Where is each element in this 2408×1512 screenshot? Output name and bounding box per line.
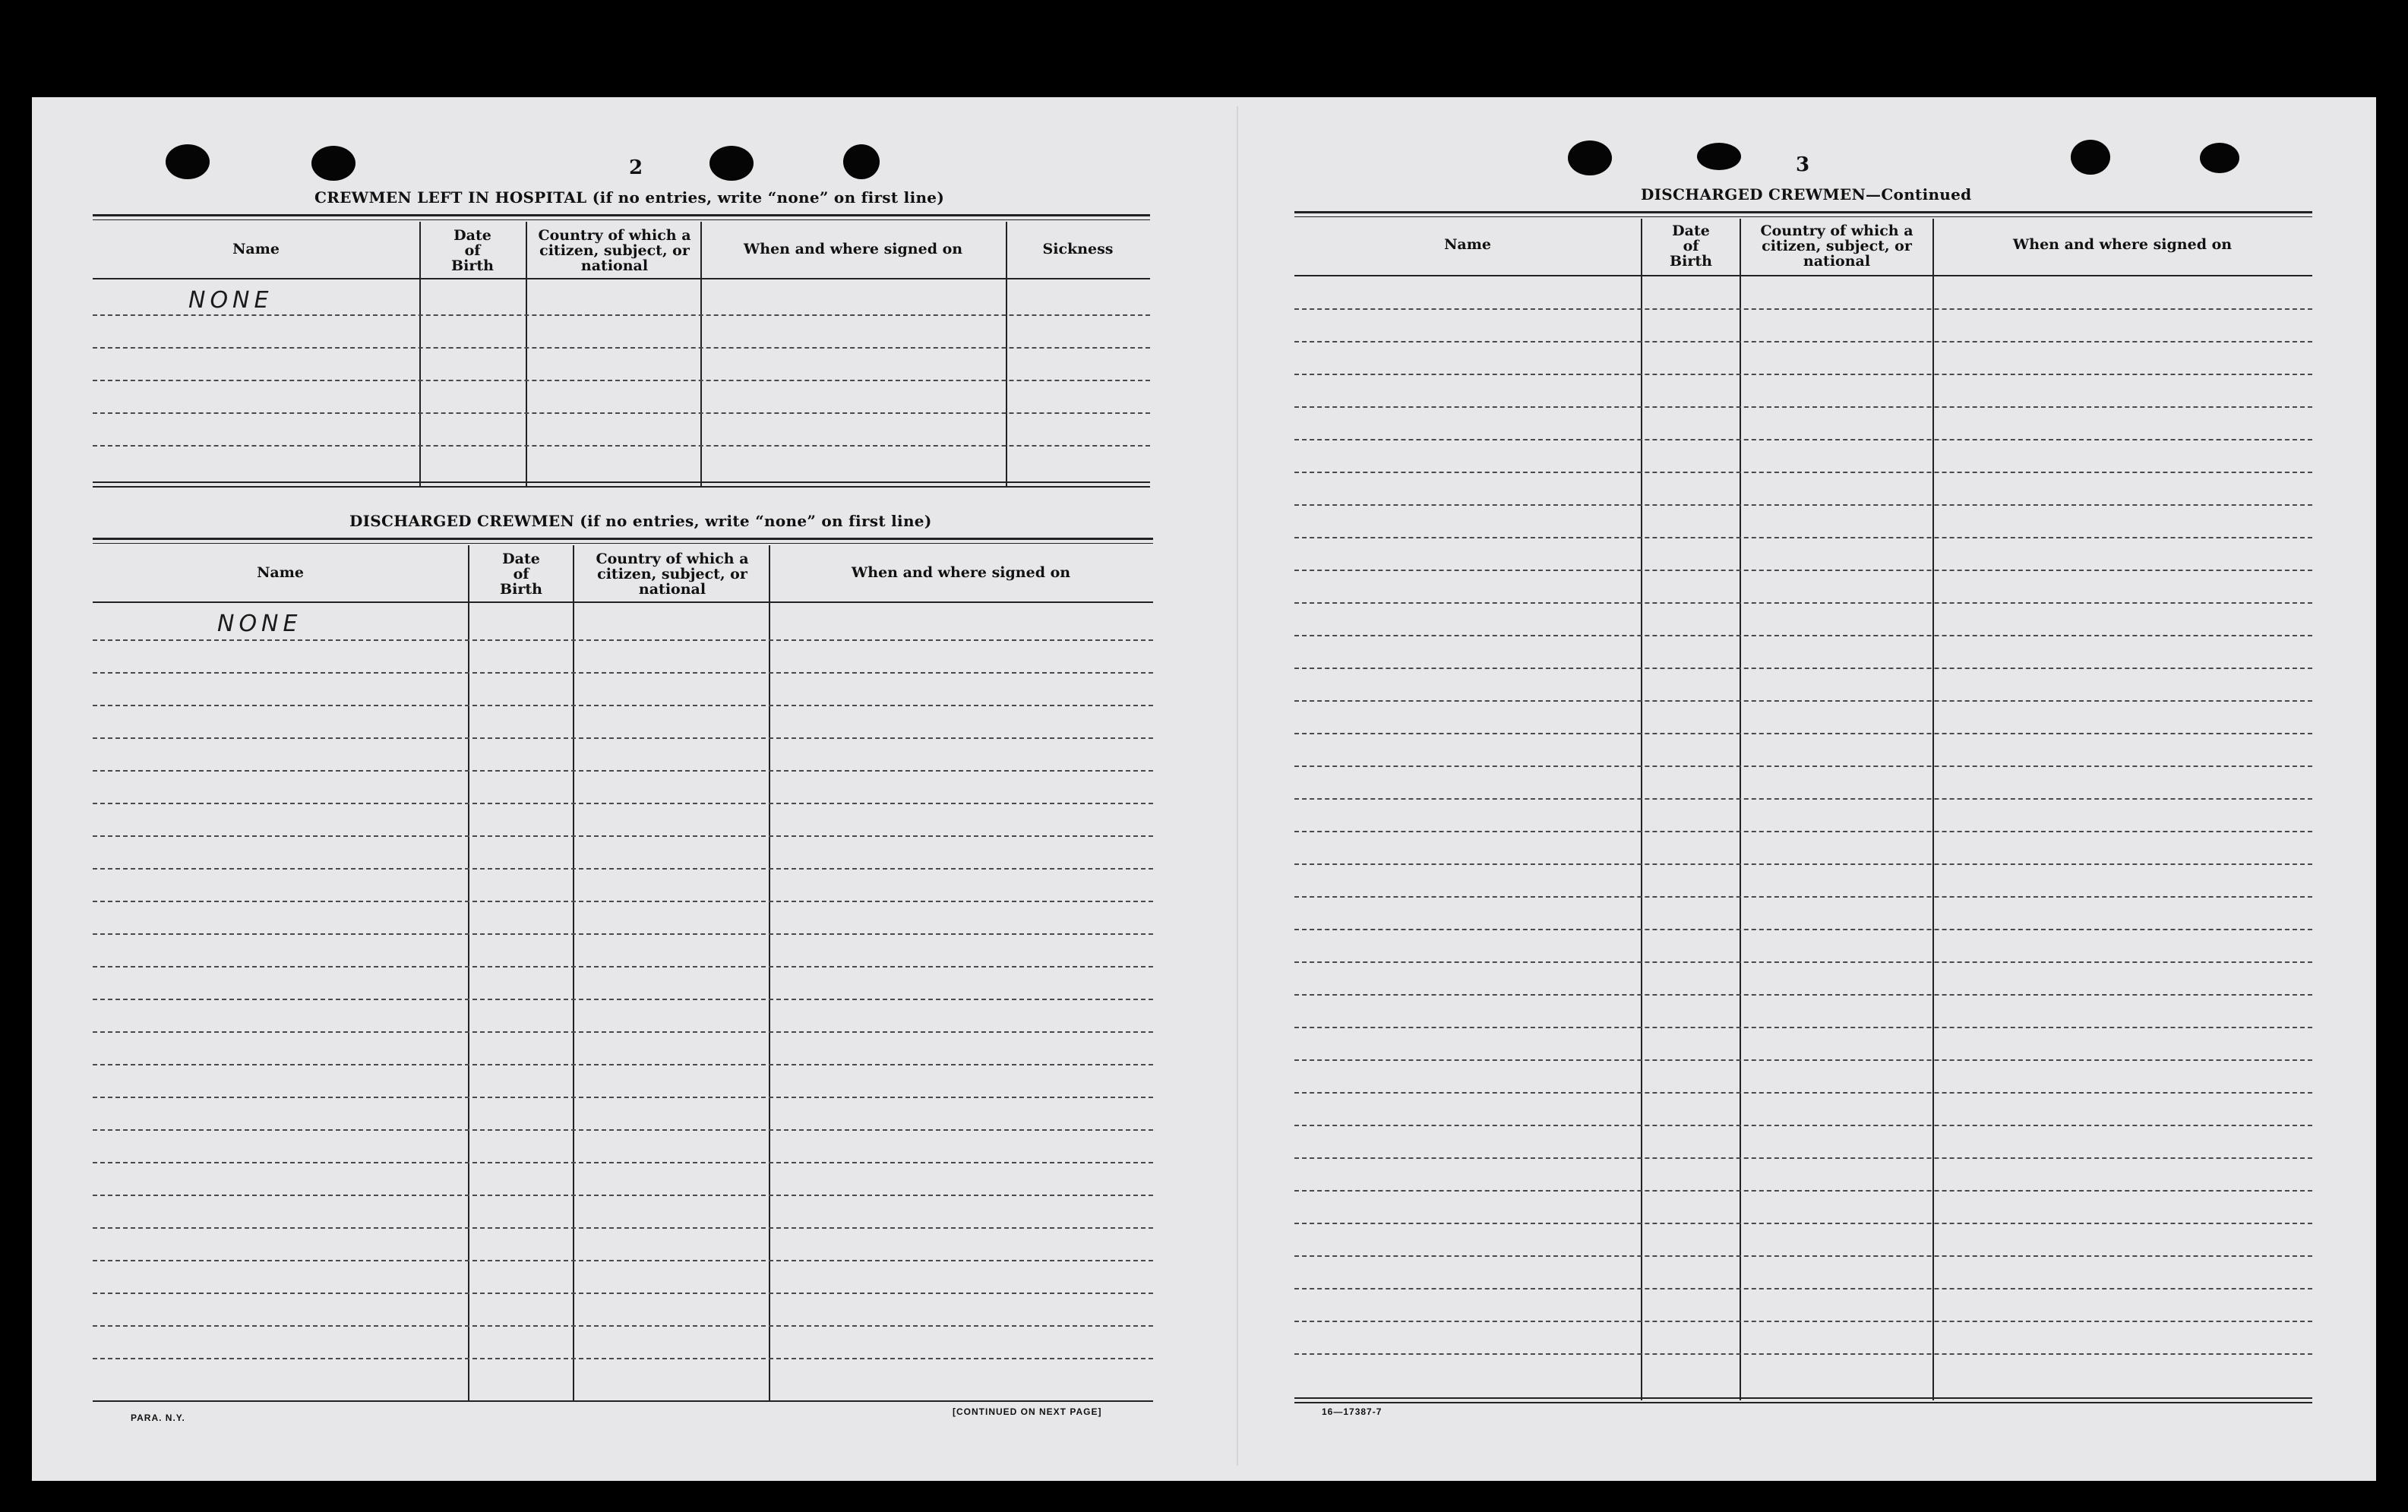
punch-hole bbox=[311, 146, 356, 181]
entry-line bbox=[1294, 896, 2312, 898]
entry-line bbox=[93, 1129, 1153, 1131]
hospital-table bbox=[93, 214, 1150, 486]
footer-printer: PARA. N.Y. bbox=[131, 1413, 185, 1423]
col-header-name: Name bbox=[257, 564, 304, 581]
entry-line bbox=[93, 770, 1153, 772]
entry-line bbox=[93, 835, 1153, 837]
entry-line bbox=[1294, 1288, 2312, 1289]
discharged-table bbox=[93, 538, 1153, 1400]
entry-line bbox=[93, 1325, 1153, 1327]
entry-line bbox=[93, 999, 1153, 1000]
col-header-name: Name bbox=[232, 241, 280, 257]
entry-line bbox=[1294, 439, 2312, 440]
entry-line bbox=[1294, 1353, 2312, 1355]
page-number: 3 bbox=[1796, 153, 1810, 176]
handwritten-none-entry: NONE bbox=[217, 611, 302, 637]
punch-hole bbox=[1697, 143, 1741, 170]
entry-line bbox=[1294, 1157, 2312, 1159]
col-header-signed-on: When and where signed on bbox=[851, 564, 1071, 581]
col-header-sickness: Sickness bbox=[1042, 241, 1114, 257]
entry-line bbox=[1294, 961, 2312, 963]
entry-line bbox=[93, 705, 1153, 706]
entry-line bbox=[1294, 602, 2312, 604]
page-fold bbox=[1237, 106, 1238, 1466]
entry-line bbox=[93, 1031, 1153, 1033]
entry-line bbox=[1294, 472, 2312, 473]
entry-line bbox=[93, 1293, 1153, 1294]
entry-line bbox=[93, 380, 1150, 381]
entry-line bbox=[1294, 635, 2312, 636]
entry-line bbox=[1294, 1321, 2312, 1322]
punch-hole bbox=[1568, 140, 1612, 175]
col-header-date-of-birth: Date of Birth bbox=[1670, 223, 1712, 270]
handwritten-none-entry: NONE bbox=[188, 287, 273, 314]
entry-line bbox=[93, 737, 1153, 739]
entry-line bbox=[93, 1227, 1153, 1229]
punch-hole bbox=[166, 144, 210, 179]
col-header-date-of-birth: Date of Birth bbox=[451, 227, 494, 274]
col-header-date-of-birth: Date of Birth bbox=[500, 551, 542, 598]
page-number: 2 bbox=[629, 156, 643, 179]
col-header-country: Country of which a citizen, subject, or national bbox=[538, 227, 691, 274]
discharged-section-title: DISCHARGED CREWMEN (if no entries, write “none” on first line) bbox=[349, 512, 932, 530]
entry-line bbox=[93, 672, 1153, 674]
hospital-section-title: CREWMEN LEFT IN HOSPITAL (if no entries, write “none” on first line) bbox=[314, 188, 945, 207]
entry-line bbox=[93, 1260, 1153, 1261]
col-header-signed-on: When and where signed on bbox=[2012, 236, 2233, 253]
entry-line bbox=[93, 966, 1153, 967]
entry-line bbox=[1294, 994, 2312, 996]
entry-line bbox=[93, 803, 1153, 804]
entry-line bbox=[1294, 341, 2312, 342]
entry-line bbox=[1294, 733, 2312, 734]
entry-line bbox=[1294, 700, 2312, 702]
entry-line bbox=[1294, 1223, 2312, 1224]
entry-line bbox=[93, 901, 1153, 902]
discharged-continued-table bbox=[1294, 211, 2312, 1402]
entry-line bbox=[1294, 308, 2312, 310]
entry-line bbox=[93, 1195, 1153, 1196]
entry-line bbox=[1294, 537, 2312, 538]
footer-form-number: 16—17387-7 bbox=[1322, 1406, 1383, 1417]
entry-line bbox=[1294, 863, 2312, 865]
entry-line bbox=[93, 1097, 1153, 1098]
entry-line bbox=[1294, 668, 2312, 669]
entry-line bbox=[93, 1064, 1153, 1065]
entry-line bbox=[1294, 504, 2312, 506]
entry-line bbox=[93, 314, 1150, 316]
entry-line bbox=[1294, 1255, 2312, 1257]
col-header-country: Country of which a citizen, subject, or national bbox=[596, 551, 749, 598]
punch-hole bbox=[709, 146, 754, 181]
punch-hole bbox=[843, 144, 880, 179]
discharged-continued-title: DISCHARGED CREWMEN—Continued bbox=[1641, 185, 1972, 204]
col-header-signed-on: When and where signed on bbox=[743, 241, 963, 257]
entry-line bbox=[1294, 1125, 2312, 1126]
punch-hole bbox=[2071, 140, 2110, 175]
entry-line bbox=[1294, 798, 2312, 800]
entry-line bbox=[1294, 1059, 2312, 1061]
entry-line bbox=[93, 933, 1153, 935]
entry-line bbox=[1294, 765, 2312, 767]
punch-hole bbox=[2200, 143, 2239, 173]
col-header-name: Name bbox=[1444, 236, 1491, 253]
entry-line bbox=[93, 868, 1153, 870]
entry-line bbox=[93, 1358, 1153, 1359]
entry-line bbox=[1294, 406, 2312, 408]
entry-line bbox=[93, 445, 1150, 447]
entry-line bbox=[93, 639, 1153, 641]
entry-line bbox=[93, 1162, 1153, 1163]
entry-line bbox=[1294, 929, 2312, 930]
footer-continued: [CONTINUED ON NEXT PAGE] bbox=[953, 1406, 1102, 1417]
entry-line bbox=[1294, 831, 2312, 832]
entry-line bbox=[93, 412, 1150, 414]
entry-line bbox=[93, 347, 1150, 349]
col-header-country: Country of which a citizen, subject, or national bbox=[1760, 223, 1913, 270]
entry-line bbox=[1294, 374, 2312, 375]
entry-line bbox=[1294, 1190, 2312, 1192]
entry-line bbox=[1294, 1092, 2312, 1094]
entry-line bbox=[1294, 1027, 2312, 1028]
entry-line bbox=[1294, 570, 2312, 571]
